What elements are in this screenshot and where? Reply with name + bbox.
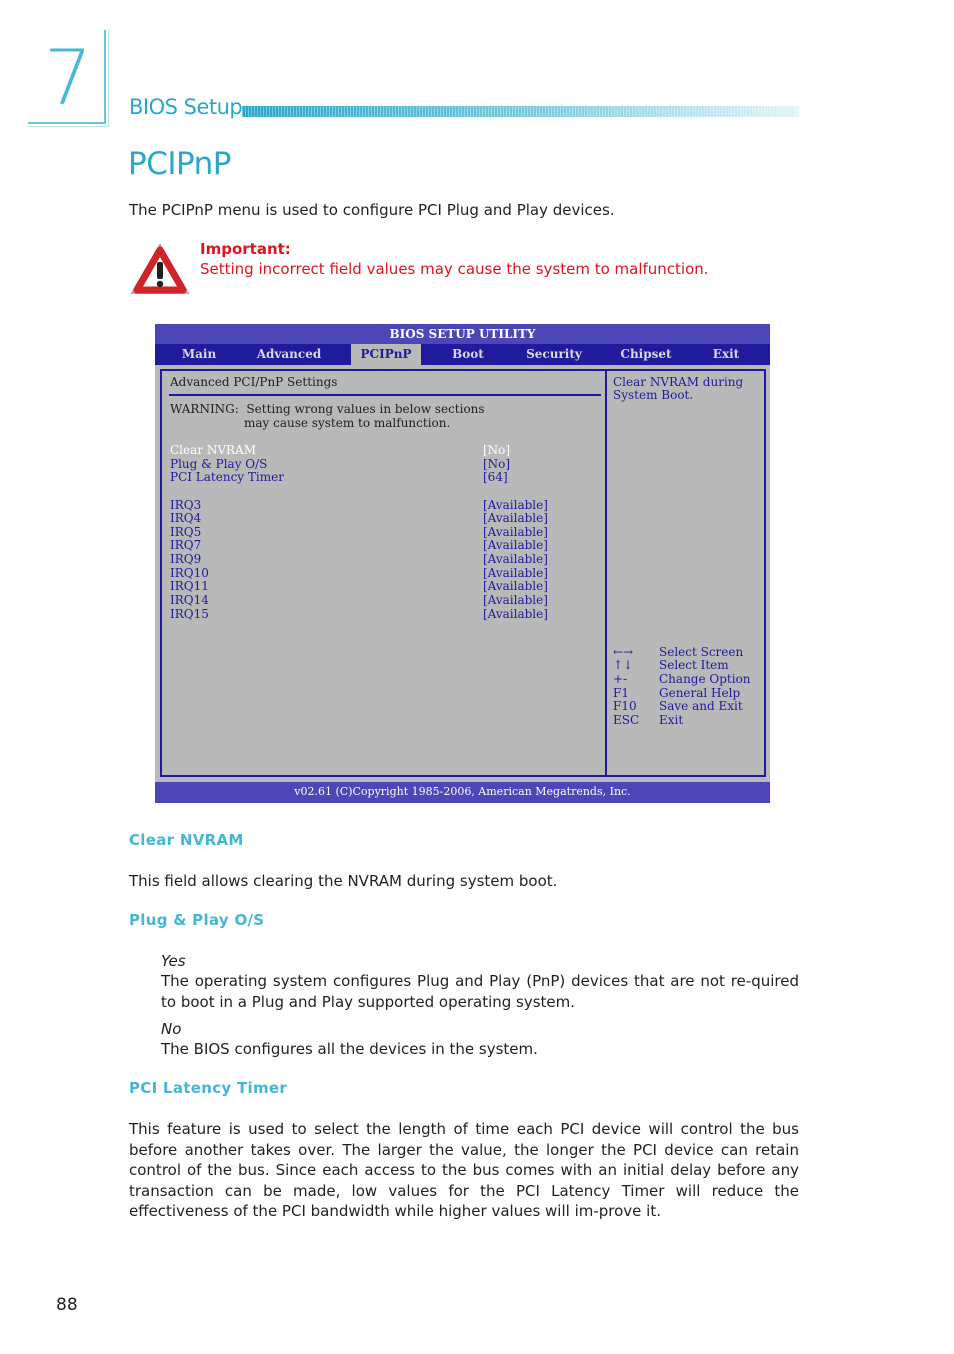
bios-irq-name[interactable]: IRQ5: [170, 525, 202, 539]
bios-menu-exit[interactable]: Exit: [712, 347, 740, 361]
bios-key-action: Change Option: [659, 672, 751, 686]
pci-latency-text: This feature is used to select the length of time each PCI device will control the bus before another takes over. The larger the value, the longer the PCI device can retain control of the bus. Since each access to the bus comes with an initial delay before any transaction can be made, low values for the PCI Latency Timer will reduce the effectiveness of the PCI bandwidth while higher values will im-prove it.: [129, 1120, 799, 1220]
important-text: Setting incorrect field values may cause the system to malfunction.: [200, 260, 709, 278]
bios-menu-pcipnp[interactable]: PCIPnP: [351, 344, 421, 365]
bios-section-header: Advanced PCI/PnP Settings: [170, 375, 338, 389]
section-title: BIOS Setup: [129, 95, 243, 119]
bios-value-clear-nvram[interactable]: [No]: [483, 443, 511, 457]
bios-irq-name[interactable]: IRQ14: [170, 593, 209, 607]
warning-triangle-icon: [130, 242, 190, 296]
bios-irq-value[interactable]: [Available]: [483, 552, 548, 566]
bios-key: ←→: [613, 645, 634, 659]
bios-value-plug-play[interactable]: [No]: [483, 457, 511, 471]
important-label: Important:: [200, 240, 291, 258]
bios-irq-name[interactable]: IRQ9: [170, 552, 202, 566]
plug-play-no-text: The BIOS configures all the devices in the system.: [161, 1040, 538, 1058]
plug-play-yes-text: The operating system configures Plug and Play (PnP) devices that are not re-quired to boot in a Plug and Play supported operating system.: [161, 972, 799, 1011]
pci-latency-heading: PCI Latency Timer: [129, 1079, 288, 1097]
bios-menu-boot[interactable]: Boot: [452, 347, 484, 361]
bios-irq-value[interactable]: [Available]: [483, 498, 548, 512]
bios-irq-value[interactable]: [Available]: [483, 566, 548, 580]
bios-menu-security[interactable]: Security: [526, 347, 582, 361]
bios-key: ESC: [613, 713, 640, 727]
bios-irq-name[interactable]: IRQ11: [170, 579, 209, 593]
bios-key: F10: [613, 699, 637, 713]
bios-help-line1: Clear NVRAM during: [613, 375, 744, 389]
bios-warning-line2: may cause system to malfunction.: [244, 416, 451, 430]
bios-key-action: Select Item: [659, 658, 729, 672]
bios-menu-advanced[interactable]: Advanced: [256, 347, 322, 361]
chapter-number: 7: [44, 33, 93, 122]
header-bar-texture: [242, 106, 799, 117]
bios-screenshot: [155, 324, 770, 803]
bios-panel-divider: [605, 369, 607, 777]
bios-irq-name[interactable]: IRQ4: [170, 511, 202, 525]
bios-key-action: Exit: [659, 713, 684, 727]
plug-play-no-label: No: [161, 1020, 182, 1038]
bios-value-pci-latency[interactable]: [64]: [483, 470, 508, 484]
bios-warning-line1: WARNING: Setting wrong values in below sections: [170, 402, 485, 416]
bios-setting-pci-latency[interactable]: PCI Latency Timer: [170, 470, 284, 484]
bios-setting-plug-play[interactable]: Plug & Play O/S: [170, 457, 268, 471]
bios-irq-name[interactable]: IRQ15: [170, 607, 209, 621]
page-title: PCIPnP: [128, 146, 231, 182]
bios-irq-value[interactable]: [Available]: [483, 511, 548, 525]
bios-title-bar: BIOS SETUP UTILITY: [155, 324, 770, 344]
bios-help-line2: System Boot.: [613, 388, 694, 402]
bios-irq-value[interactable]: [Available]: [483, 538, 548, 552]
intro-text: The PCIPnP menu is used to configure PCI Plug and Play devices.: [129, 201, 615, 219]
bios-irq-value[interactable]: [Available]: [483, 579, 548, 593]
bios-menu-bar: [155, 344, 770, 365]
bios-key-action: General Help: [659, 686, 741, 700]
bios-menu-main[interactable]: Main: [181, 347, 217, 361]
bios-irq-value[interactable]: [Available]: [483, 607, 548, 621]
bios-menu-chipset[interactable]: Chipset: [620, 347, 672, 361]
plug-play-yes-label: Yes: [161, 952, 186, 970]
bios-key: +-: [613, 672, 628, 686]
clear-nvram-text: This field allows clearing the NVRAM during system boot.: [129, 872, 558, 890]
bios-key: F1: [613, 686, 629, 700]
bios-irq-name[interactable]: IRQ7: [170, 538, 202, 552]
bios-key-action: Select Screen: [659, 645, 744, 659]
bios-irq-value[interactable]: [Available]: [483, 593, 548, 607]
bios-irq-name[interactable]: IRQ3: [170, 498, 202, 512]
bios-key-action: Save and Exit: [659, 699, 743, 713]
bios-footer: v02.61 (C)Copyright 1985-2006, American Megatrends, Inc.: [155, 782, 770, 803]
clear-nvram-heading: Clear NVRAM: [129, 831, 244, 849]
plug-play-heading: Plug & Play O/S: [129, 911, 265, 929]
page-number: 88: [56, 1295, 78, 1315]
bios-irq-name[interactable]: IRQ10: [170, 566, 209, 580]
bios-irq-value[interactable]: [Available]: [483, 525, 548, 539]
bios-section-rule: [169, 394, 601, 396]
bios-setting-clear-nvram[interactable]: Clear NVRAM: [170, 443, 256, 457]
bios-key: ↑↓: [613, 658, 634, 672]
